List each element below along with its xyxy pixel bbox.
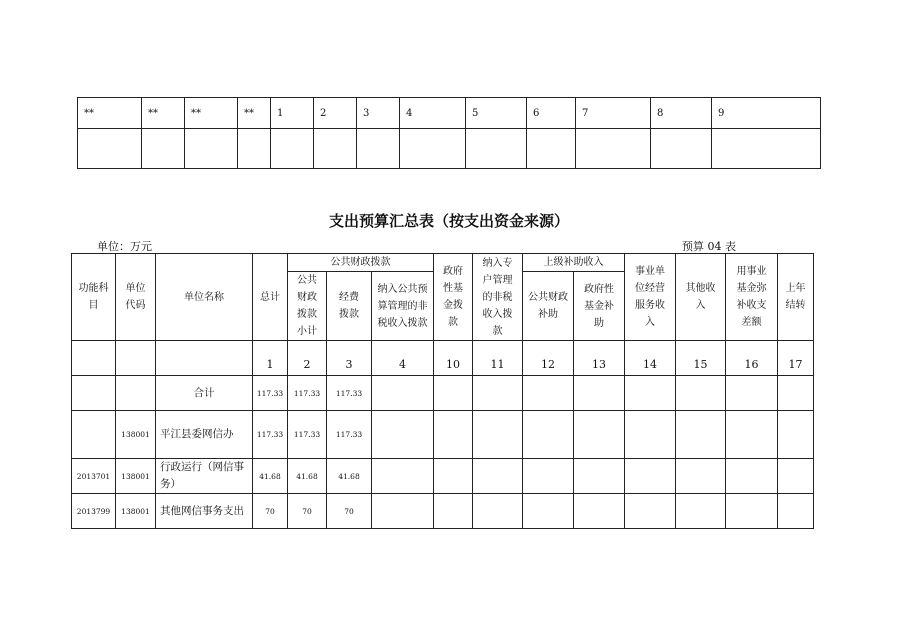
- col-number: 17: [778, 341, 814, 376]
- top-cell: 5: [466, 98, 527, 129]
- col-number: 4: [372, 341, 434, 376]
- top-header-row: [78, 98, 821, 129]
- col-number: 2: [288, 341, 327, 376]
- table-row: [72, 459, 814, 494]
- row-code: 138001: [116, 411, 156, 459]
- row-name: 行政运行（网信事务）: [156, 459, 253, 494]
- col-number: 1: [253, 341, 288, 376]
- row-subtotal: 117.33: [288, 411, 327, 459]
- row-funding: 41.68: [327, 459, 372, 494]
- row-funding: 117.33: [327, 376, 372, 411]
- top-cell: 4: [400, 98, 466, 129]
- header-gov-fund: 政府性基金拨款: [434, 254, 473, 341]
- top-cell: 1: [271, 98, 314, 129]
- row-func: 2013799: [72, 494, 116, 529]
- top-cell: **: [142, 98, 185, 129]
- header-carry-over: 上年结转: [778, 254, 814, 341]
- top-cell: **: [78, 98, 142, 129]
- column-number-row: [72, 341, 814, 376]
- header-funding: 经费拨款: [327, 272, 372, 341]
- budget-summary-table: [71, 253, 814, 529]
- top-cell: 9: [712, 98, 821, 129]
- top-cell: 7: [576, 98, 651, 129]
- top-empty-row: [78, 129, 821, 169]
- row-func: 2013701: [72, 459, 116, 494]
- row-total: 117.33: [253, 376, 288, 411]
- row-code: 138001: [116, 494, 156, 529]
- header-func-subject: 功能科目: [72, 254, 116, 341]
- table-row: [72, 494, 814, 529]
- table-row: [72, 411, 814, 459]
- col-number: 3: [327, 341, 372, 376]
- top-cell: **: [238, 98, 271, 129]
- col-number: 13: [574, 341, 625, 376]
- header-business-income: 事业单位经营服务收入: [625, 254, 676, 341]
- col-number: 15: [676, 341, 726, 376]
- top-fragment-table: [77, 97, 821, 169]
- row-funding: 117.33: [327, 411, 372, 459]
- header-total: 总计: [253, 254, 288, 341]
- row-total: 41.68: [253, 459, 288, 494]
- header-public-fiscal: 公共财政拨款: [288, 254, 434, 272]
- row-code: 138001: [116, 459, 156, 494]
- row-name: 其他网信事务支出: [156, 494, 253, 529]
- col-number: 16: [726, 341, 778, 376]
- row-funding: 70: [327, 494, 372, 529]
- header-fund-balance: 用事业基金弥补收支差额: [726, 254, 778, 341]
- col-number: 12: [523, 341, 574, 376]
- row-total: 117.33: [253, 411, 288, 459]
- table-row: [72, 376, 814, 411]
- col-number: 10: [434, 341, 473, 376]
- row-name: 平江县委网信办: [156, 411, 253, 459]
- top-cell: 2: [314, 98, 357, 129]
- header-public-budget-nontax: 纳入公共预算管理的非税收入拨款: [372, 272, 434, 341]
- row-subtotal: 41.68: [288, 459, 327, 494]
- top-cell: 3: [357, 98, 400, 129]
- col-number: 14: [625, 341, 676, 376]
- top-cell: 8: [651, 98, 712, 129]
- row-subtotal: 70: [288, 494, 327, 529]
- header-unit-code: 单位代码: [116, 254, 156, 341]
- top-cell: **: [185, 98, 238, 129]
- header-public-fiscal-subsidy: 公共财政补助: [523, 272, 574, 341]
- unit-label: 单位：万元: [97, 240, 152, 253]
- form-number: 预算 04 表: [682, 240, 736, 253]
- col-number: 11: [473, 341, 523, 376]
- header-other-income: 其他收入: [676, 254, 726, 341]
- header-unit-name: 单位名称: [156, 254, 253, 341]
- header-superior-subsidy: 上级补助收入: [523, 254, 625, 272]
- row-name: 合计: [156, 376, 253, 411]
- header-public-fiscal-subtotal: 公共财政拨款小计: [288, 272, 327, 341]
- header-row-1: [72, 254, 814, 272]
- page-title: 支出预算汇总表（按支出资金来源）: [328, 212, 569, 230]
- header-special-nontax: 纳入专户管理的非税收入拨款: [473, 254, 523, 341]
- row-subtotal: 117.33: [288, 376, 327, 411]
- header-gov-fund-subsidy: 政府性基金补助: [574, 272, 625, 341]
- row-total: 70: [253, 494, 288, 529]
- top-cell: 6: [527, 98, 576, 129]
